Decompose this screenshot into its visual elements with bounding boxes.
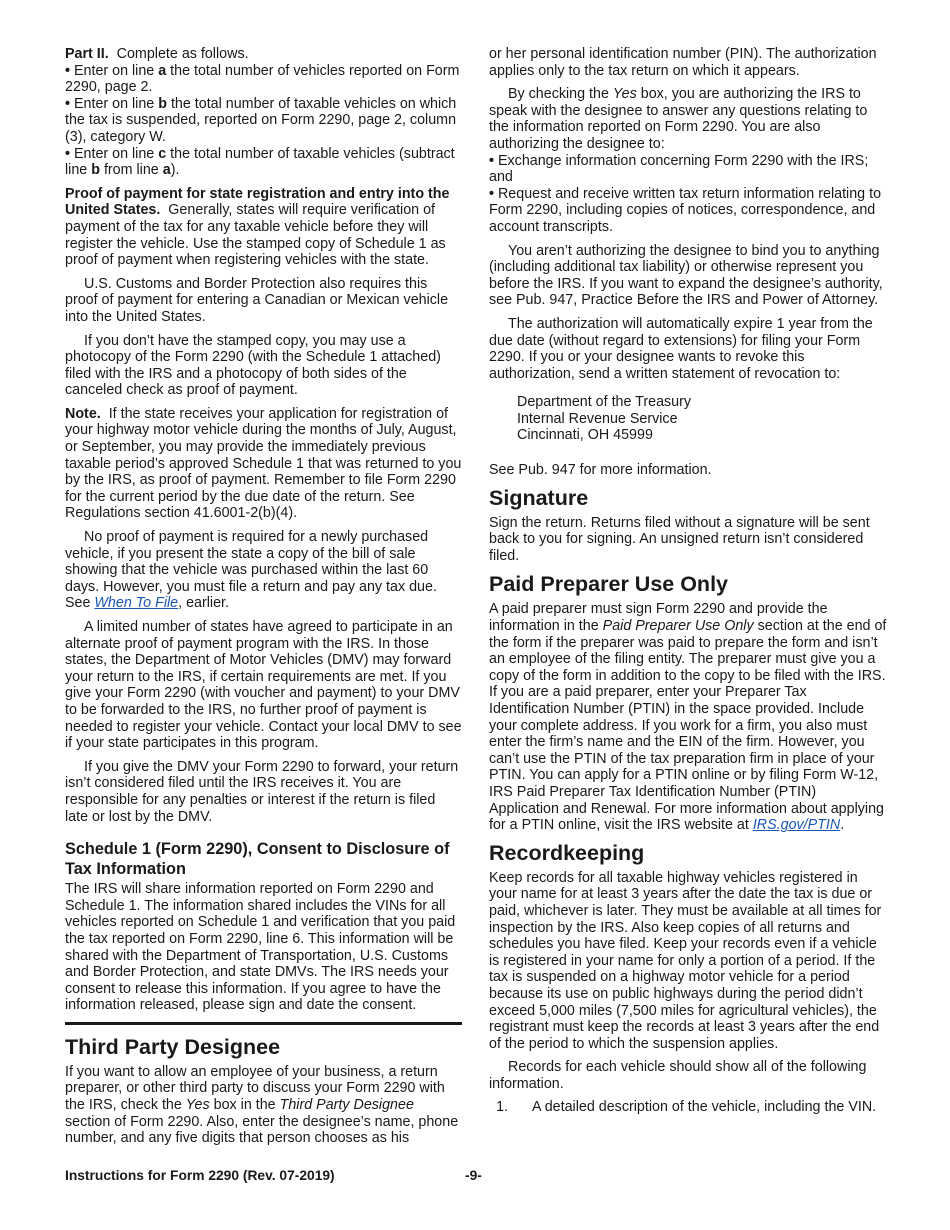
part2-intro: Complete as follows. [116,46,249,62]
note-paragraph: Note. If the state receives your application for registration of your highway motor vehicle during the months of July, August, or September, you may provide the immediately previous taxable period’s approved Schedule 1 that was returned to you by the IRS, as proof of payment. Remember to file Form 2290 for the current period by the due date of the return. See Regulations section 41.6001-2(b)(4). [65,405,462,522]
yes-box-paragraph: By checking the Yes box, you are authorizing the IRS to speak with the designee to answer any questions relating to the information reported on Form 2290. You are also authorizing the designee to: [489,86,868,152]
schedule1-paragraph: The IRS will share information reported on Form 2290 and Schedule 1. The information shared includes the VINs for all vehicles reported on Schedule 1 and verification that you paid the tax reported on Form 2290, line 6. This information will be shared with the Department of Transportation, U.S. Customs and Border Protection, and state DMVs. The IRS needs your consent to release this information. If you agree to have the information released, please sign and date the consent. [65,881,456,1014]
address-line: Cincinnati, OH 45999 [517,427,653,444]
part2-section [65,46,462,179]
note-label: Note. [65,405,101,422]
footer-title: Instructions for Form 2290 (Rev. 07-2019) [65,1168,335,1183]
see-pub-947: See Pub. 947 for more information. [489,462,712,479]
alternate-program-paragraph: A limited number of states have agreed to participate in an alternate proof of payment program with the IRS. In those states, the Department of Motor Vehicles (DMV) may forward your return to the IRS, if certain requirements are met. If you give your Form 2290 (with voucher and payment) to your DMV to be forwarded to the IRS, no further proof of payment is needed to register your vehicle. Contact your local DMV to see if your state participates in this program. [65,619,462,752]
not-bind-paragraph: You aren’t authorizing the designee to bind you to anything (including additional tax liability) or otherwise represent you before the IRS. If you want to expand the designee’s authority, see Pub. 947, Practice Before the IRS and Power of Attorney. [489,242,883,309]
photocopy-paragraph: If you don’t have the stamped copy, you may use a photocopy of the Form 2290 (with the Schedule 1 attached) filed with the IRS and a photocopy of both sides of the canceled check as proof of payment. [65,332,441,399]
third-party-heading: Third Party Designee [65,1034,281,1059]
no-proof-paragraph: No proof of payment is required for a newly purchased vehicle, if you present the state a copy of the bill of sale showing that the vehicle was purchased within the last 60 days. However, you must file a return and pay any tax due. See When To File, earlier. [65,529,437,612]
signature-heading: Signature [489,485,589,510]
page-number: -9- [465,1168,482,1183]
dmv-forward-paragraph: If you give the DMV your Form 2290 to forward, your return isn’t considered filed until the IRS receives it. You are responsible for any penalties or interest if the return is filed late or lost by the DMV. [65,758,459,825]
mailing-address [517,394,887,444]
address-line: Department of the Treasury [517,394,692,411]
pin-continuation: or her personal identification number (PIN). The authorization applies only to the tax return on which it appears. [489,46,877,79]
signature-paragraph: Sign the return. Returns filed without a signature will be sent back to you for signing. An unsigned return isn’t considered filed. [489,514,870,564]
designee-bullet-exchange: • Exchange information concerning Form 2290 with the IRS; and [489,153,887,186]
proof-of-payment-paragraph: Proof of payment for state registration and entry into the United States. Generally, states will require verification of payment of the tax for any taxable vehicle before they will register the vehicle. Use the stamped copy of Schedule 1 as proof of payment when registering vehicles with the state. [65,185,450,269]
records-intro: Records for each vehicle should show all of the following information. [489,1059,867,1092]
recordkeeping-paragraph: Keep records for all taxable highway vehicles registered in your name for at least 3 years after the date the tax is due or paid, whichever is later. They must be available at all times for inspection by the IRS. Also keep copies of all returns and schedules you have filed. Keep your records even if a vehicle is registered in your name for only a portion of a period. If the tax is suspended on a highway motor vehicle for a period because its use on public highways during the period didn’t exceed 5,000 miles (7,500 miles for agricultural vehicles), the registrant must keep the records at least 3 years after the end of the period to which the suspension applies. [489,869,882,1052]
paid-preparer-heading: Paid Preparer Use Only [489,572,728,597]
proof-heading: Proof of payment for state registration and entry into the United States. [65,185,450,219]
schedule1-heading: Schedule 1 (Form 2290), Consent to Disclosure of Tax Information [65,840,450,879]
when-to-file-link[interactable]: When To File [94,595,179,612]
paid-preparer-paragraph: A paid preparer must sign Form 2290 and provide the information in the Paid Preparer Use Only section at the end of the form if the preparer was paid to prepare the form and isn’t an employee of the filing entity. The preparer must give you a copy of the form in addition to the copy to be filed with the IRS. If you are a paid preparer, enter your Preparer Tax Identification Number (PTIN) in the space provided. Include your complete address. If you work for a firm, you also must enter the firm’s name and the EIN of the firm. However, you can’t use the PTIN of the tax preparation firm in place of your PTIN. You can apply for a PTIN online or by filing Form W-12, IRS Paid Preparer Tax Identification Number (PTIN) Application and Renewal. For more information about applying for a PTIN online, visit the IRS website at IRS.gov/PTIN. [489,601,887,834]
recordkeeping-heading: Recordkeeping [489,840,645,865]
section-divider [65,1022,462,1025]
records-list [489,1099,887,1116]
part2-label: Part II. [65,46,109,62]
expire-paragraph: The authorization will automatically expire 1 year from the due date (without regard to extensions) for filing your Form 2290. If you or your designee wants to revoke this authorization, send a written statement of revocation to: [489,315,873,382]
designee-bullet-request: • Request and receive written tax return information relating to Form 2290, including copies of notices, correspondence, and account transcripts. [489,186,887,236]
list-item: 1. A detailed description of the vehicle, including the VIN. [512,1099,887,1116]
third-party-paragraph: If you want to allow an employee of your business, a return preparer, or other third party to discuss your Form 2290 with the IRS, check the Yes box in the Third Party Designee section of Form 2290. Also, enter the designee’s name, phone number, and any five digits that person chooses as his [65,1063,459,1147]
bullet-line-a: • Enter on line a the total number of vehicles reported on Form 2290, page 2. [65,63,462,96]
left-column [65,46,462,1154]
irs-ptin-link[interactable]: IRS.gov/PTIN [752,817,841,834]
bullet-line-b: • Enter on line b the total number of taxable vehicles on which the tax is suspended, reported on Form 2290, page 2, column (3), category W. [65,96,462,146]
address-line: Internal Revenue Service [517,410,678,427]
bullet-line-c: • Enter on line c the total number of taxable vehicles (subtract line b from line a). [65,146,462,179]
customs-paragraph: U.S. Customs and Border Protection also requires this proof of payment for entering a Canadian or Mexican vehicle into the United States. [65,275,449,325]
right-column [489,46,887,1116]
